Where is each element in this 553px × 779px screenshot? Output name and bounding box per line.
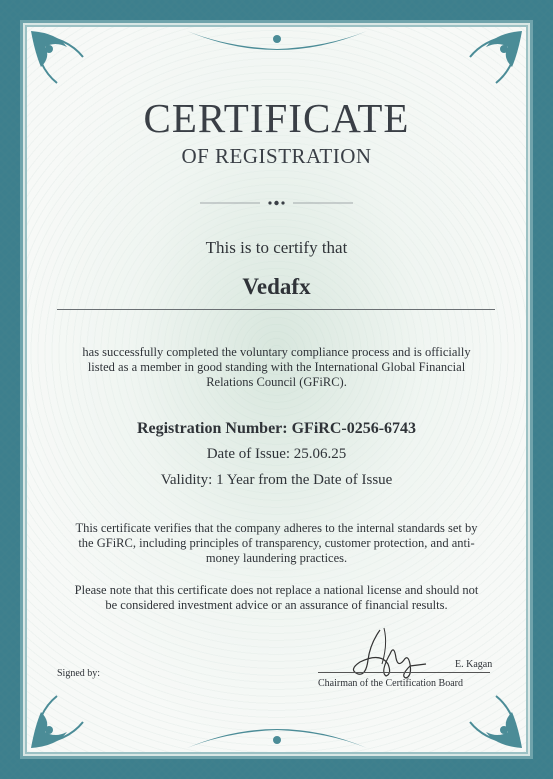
signer-title: Chairman of the Certification Board xyxy=(318,678,463,689)
signed-by-label: Signed by: xyxy=(57,668,101,679)
corner-ornament-icon xyxy=(460,686,526,752)
name-underline xyxy=(57,309,495,310)
corner-ornament-icon xyxy=(460,27,526,93)
certificate-subtitle: OF REGISTRATION xyxy=(181,144,372,168)
handwritten-signature-icon xyxy=(340,624,430,684)
signer-name: E. Kagan xyxy=(455,659,493,670)
membership-statement: has successfully completed the voluntary compliance process and is officially listed as a member in good standing with the International Global Financial Relations Council (GFiRC). xyxy=(82,345,471,389)
validity: Validity: 1 Year from the Date of Issue xyxy=(160,472,393,488)
verification-note: This certificate verifies that the company adheres to the internal standards set by the GFiRC, including principles of transparency, customer protection, and anti-money laundering practices. xyxy=(75,521,478,565)
date-of-issue: Date of Issue: 25.06.25 xyxy=(206,446,347,462)
corner-ornament-icon xyxy=(27,686,93,752)
certify-line: This is to certify that xyxy=(205,238,348,257)
registration-number: Registration Number: GFiRC-0256-6743 xyxy=(136,420,417,437)
corner-ornament-icon xyxy=(27,27,93,93)
signature-line xyxy=(318,672,490,673)
certificate-title: CERTIFICATE xyxy=(143,95,410,141)
divider-ornament-icon xyxy=(200,196,353,208)
disclaimer: Please note that this certificate does not replace a national license and should not be considered investment advice or an assurance of financial results. xyxy=(74,583,479,612)
bottom-ornament-icon xyxy=(177,716,377,750)
company-name: Vedafx xyxy=(242,274,311,299)
top-ornament-icon xyxy=(177,29,377,63)
